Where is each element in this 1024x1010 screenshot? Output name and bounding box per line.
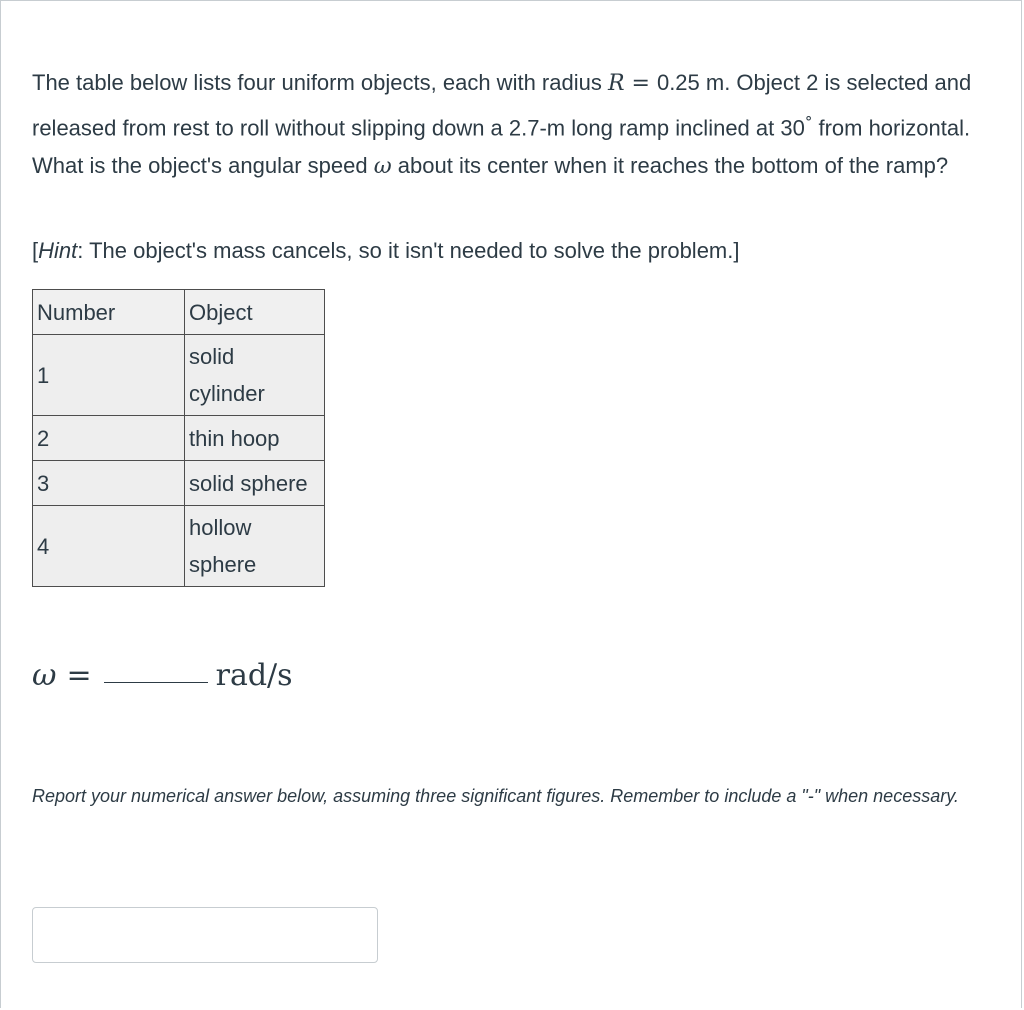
answer-blank (104, 682, 208, 683)
answer-equation (32, 658, 293, 702)
radius-equals: = (624, 71, 657, 96)
degree-symbol: ° (804, 113, 813, 131)
question-part2: 0.25 m. Object 2 is selected and released from rest to roll without slipping down a 2.7-m long ramp inclined at 30 (32, 70, 972, 141)
instruction-text: Report your numerical answer below, assuming three significant figures. Remember to include a "-" when necessary. (32, 786, 959, 806)
radius-symbol: R (607, 71, 625, 96)
row-object: hollow sphere (185, 506, 325, 587)
question-part1: The table below lists four uniform objects, each with radius (32, 70, 608, 95)
row-number: 2 (33, 416, 185, 461)
equals-sign: = (66, 658, 92, 693)
answer-input[interactable] (32, 907, 378, 963)
header-object: Object (185, 290, 325, 335)
hint-text (32, 232, 739, 270)
row-number: 1 (33, 335, 185, 416)
row-number: 4 (33, 506, 185, 587)
question-text (32, 64, 994, 186)
row-object: solid sphere (185, 461, 325, 506)
header-number: Number (33, 290, 185, 335)
omega-symbol-inline: ω (373, 154, 392, 180)
table-row (33, 335, 325, 416)
hint-open: [ (32, 238, 39, 263)
hint-word: Hint (38, 238, 78, 263)
question-part4: about its center when it reaches the bottom of the ramp? (391, 153, 949, 179)
row-number: 3 (33, 461, 185, 506)
omega-symbol: ω (32, 658, 57, 693)
hint-body: : The object's mass cancels, so it isn't needed to solve the problem.] (77, 238, 740, 263)
table-row (33, 461, 325, 506)
table-row (33, 416, 325, 461)
objects-table (32, 289, 325, 587)
answer-unit: rad/s (215, 658, 293, 693)
table-header-row (33, 290, 325, 335)
table-row (33, 506, 325, 587)
question-part3: from horizontal. What is the object's angular speed (32, 115, 971, 179)
row-object: thin hoop (185, 416, 325, 461)
row-object: solid cylinder (185, 335, 325, 416)
